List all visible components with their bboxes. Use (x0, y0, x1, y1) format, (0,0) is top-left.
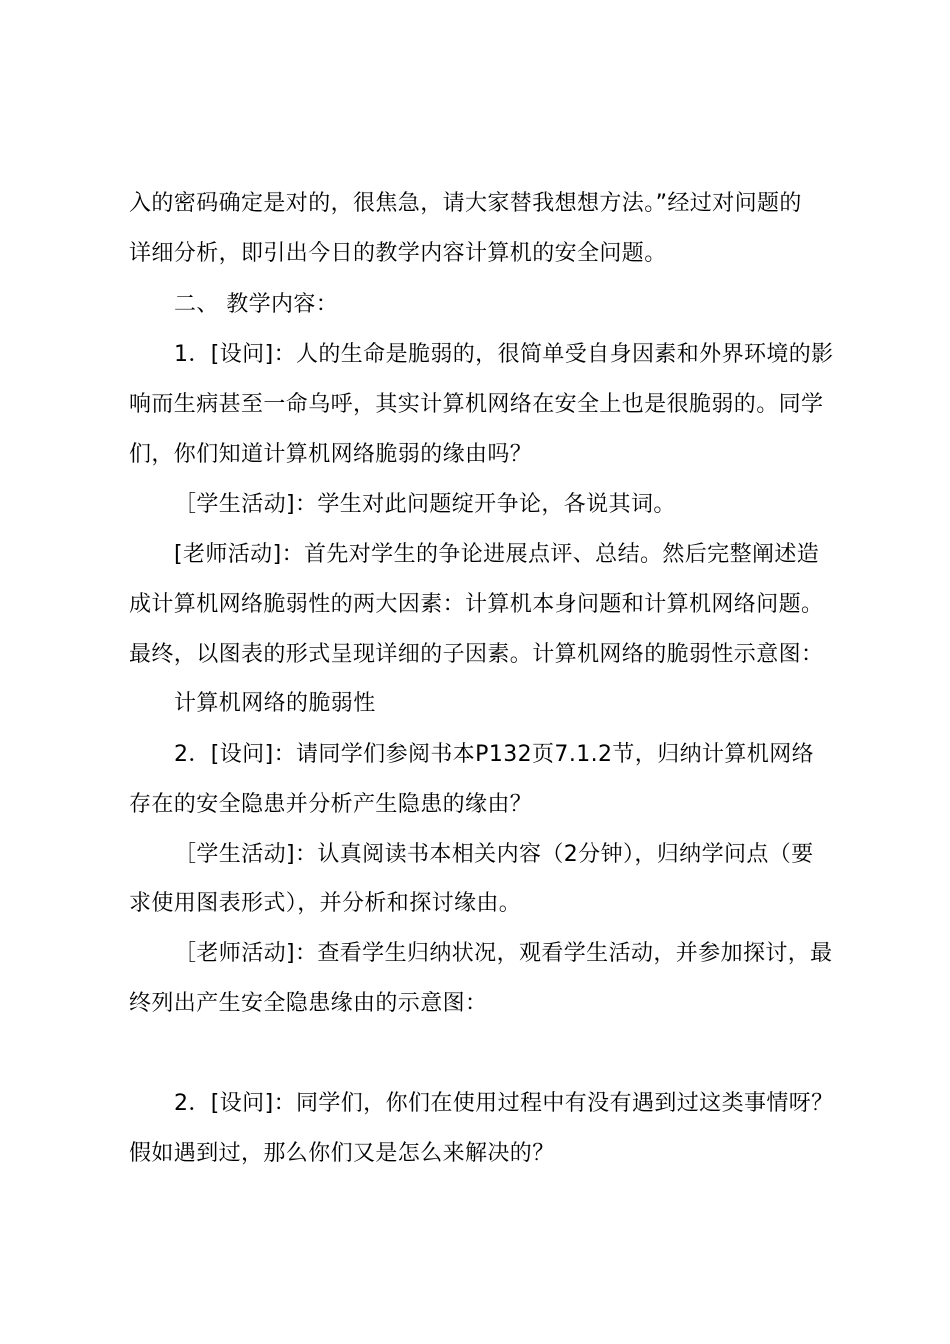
body-text-line: 2．[设问]：同学们，你们在使用过程中有没有遇到过这类事情呀？ (174, 1091, 834, 1116)
body-text-line: 求使用图表形式），并分析和探讨缘由。 (129, 891, 522, 916)
body-text-line: 最终，以图表的形式呈现详细的子因素。计算机网络的脆弱性示意图： (129, 642, 824, 667)
figure-caption: 计算机网络的脆弱性 (174, 691, 376, 716)
body-text-line: 响而生病甚至一命乌呼，其实计算机网络在安全上也是很脆弱的。同学 (129, 392, 824, 417)
body-text-line: 2．[设问]：请同学们参阅书本P132页7.1.2节，归纳计算机网络 (174, 742, 814, 767)
body-text-line: 终列出产生安全隐患缘由的示意图： (129, 991, 488, 1016)
body-text-line: 入的密码确定是对的，很焦急，请大家替我想想方法。”经过对问题的 (129, 191, 802, 216)
body-text-line: ［老师活动]：查看学生归纳状况，观看学生活动，并参加探讨，最 (174, 941, 833, 966)
body-text-line: [老师活动]：首先对学生的争论进展点评、总结。然后完整阐述造 (174, 542, 820, 567)
body-text-line: 假如遇到过，那么你们又是怎么来解决的？ (129, 1141, 555, 1166)
body-text-line: 成计算机网络脆弱性的两大因素：计算机本身问题和计算机网络问题。 (129, 592, 824, 617)
body-text-line: ［学生活动]：学生对此问题绽开争论，各说其词。 (174, 492, 676, 517)
body-text-line: 1．[设问]：人的生命是脆弱的，很简单受自身因素和外界环境的影 (174, 342, 834, 367)
body-text-line: 存在的安全隐患并分析产生隐患的缘由？ (129, 792, 533, 817)
body-text-line: 们，你们知道计算机网络脆弱的缘由吗？ (129, 442, 533, 467)
section-heading: 二、 教学内容： (174, 292, 339, 317)
body-text-line: 详细分析，即引出今日的教学内容计算机的安全问题。 (129, 241, 667, 266)
body-text-line: ［学生活动]：认真阅读书本相关内容（2分钟），归纳学问点（要 (174, 842, 814, 867)
